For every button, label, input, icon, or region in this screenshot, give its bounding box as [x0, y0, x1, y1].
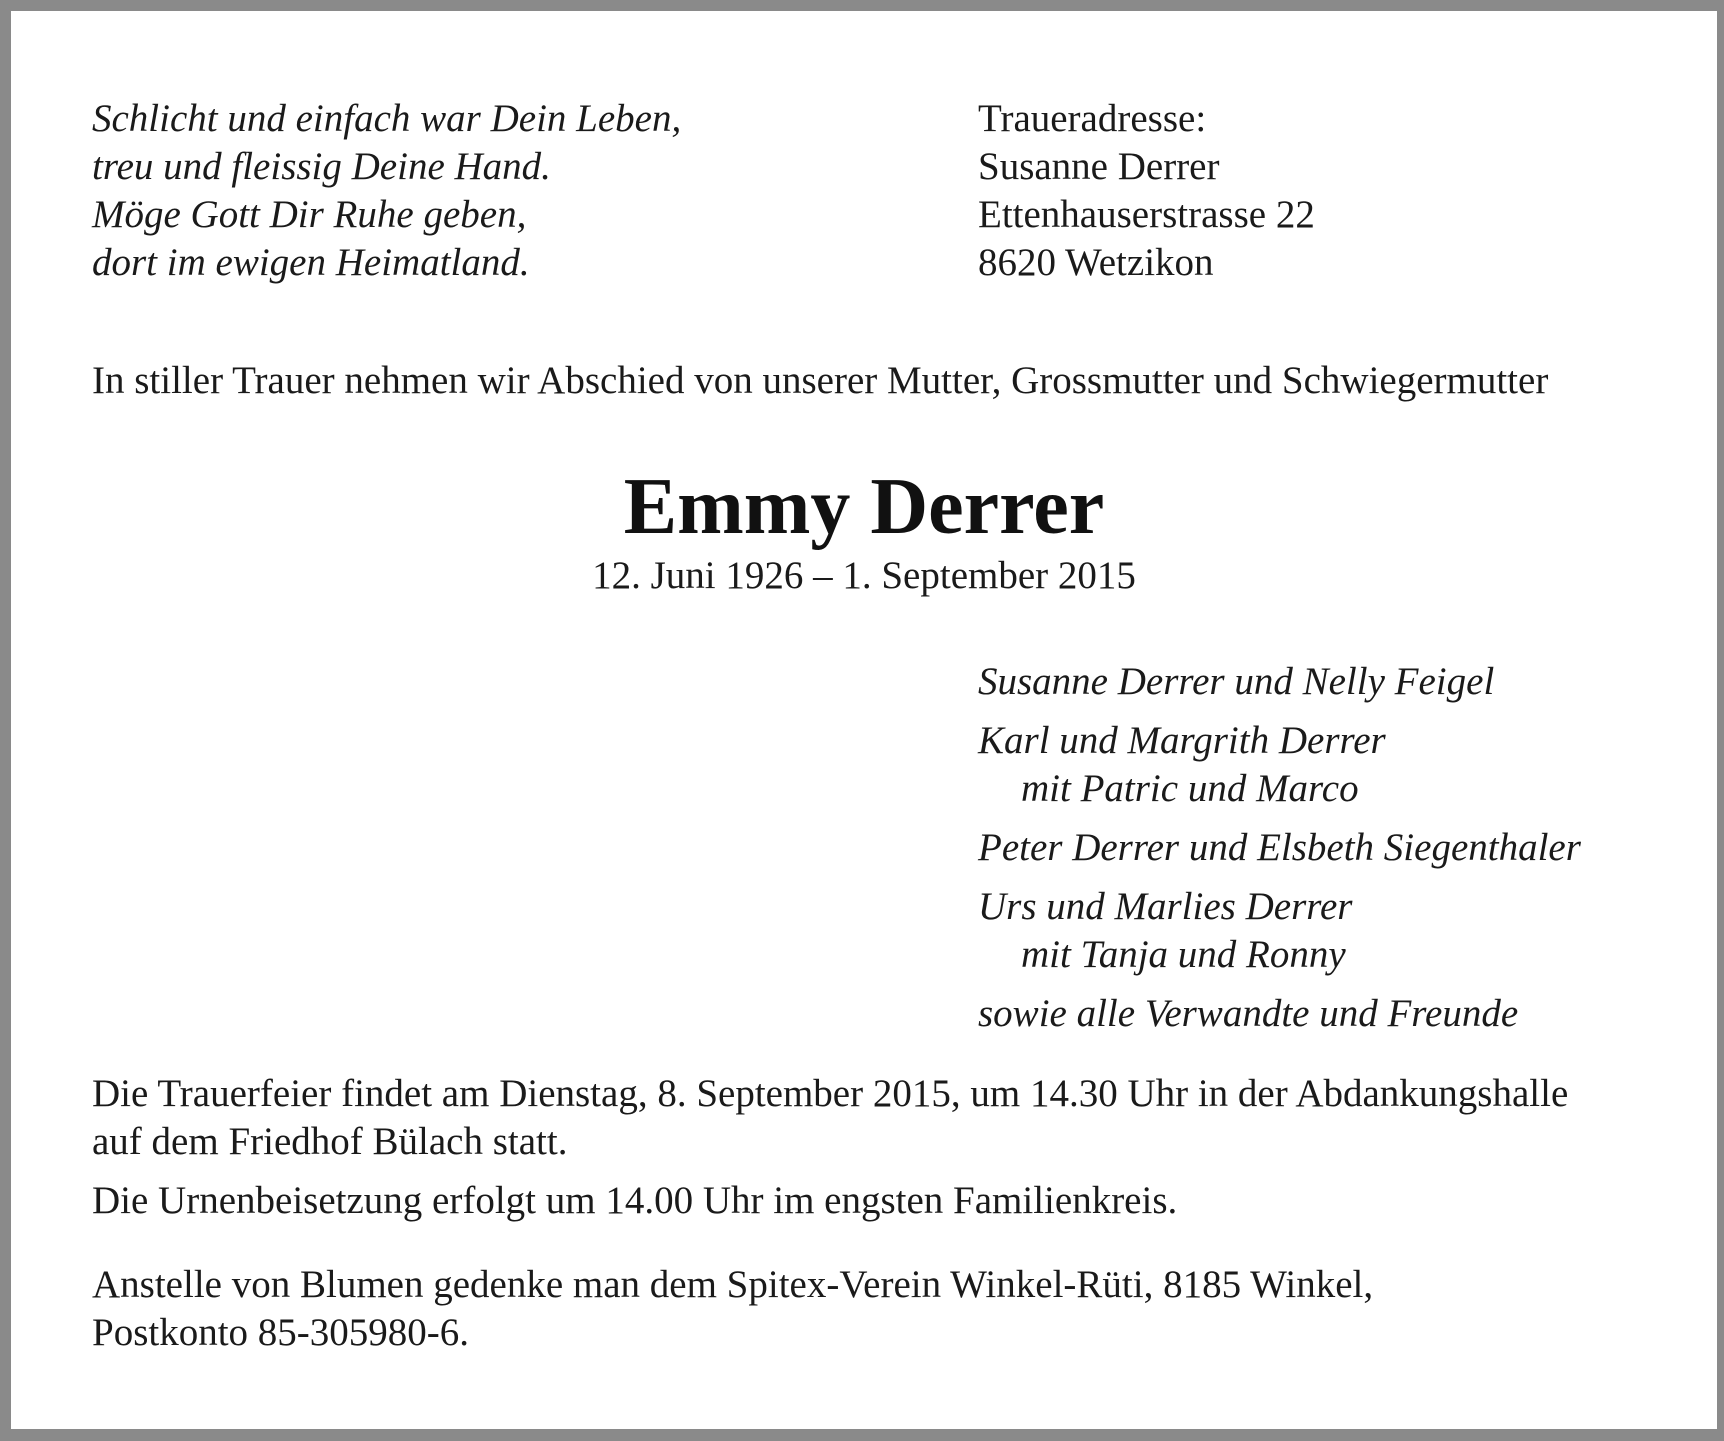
donation-notice — [92, 1261, 1373, 1357]
donation-line: Anstelle von Blumen gedenke man dem Spitex-Verein Winkel-Rüti, 8185 Winkel, — [92, 1263, 1374, 1306]
ceremony-notice — [92, 1070, 1568, 1166]
address-label: Traueradresse: — [978, 97, 1207, 140]
family-group — [978, 824, 1581, 872]
family-group — [978, 717, 1581, 813]
memorial-verse — [92, 95, 681, 287]
family-sub: mit Patric und Marco — [1021, 767, 1359, 810]
verse-line: Schlicht und einfach war Dein Leben, — [92, 97, 682, 140]
address-name: Susanne Derrer — [978, 145, 1220, 188]
ceremony-line: auf dem Friedhof Bülach statt. — [92, 1120, 568, 1163]
family-group — [978, 658, 1581, 706]
address-street: Ettenhauserstrasse 22 — [978, 193, 1315, 236]
donation-line: Postkonto 85-305980-6. — [92, 1311, 470, 1354]
verse-line: Möge Gott Dir Ruhe geben, — [92, 193, 527, 236]
obituary-notice — [11, 11, 1717, 1429]
family-list — [978, 658, 1581, 1049]
urn-notice: Die Urnenbeisetzung erfolgt um 14.00 Uhr im engsten Familienkreis. — [92, 1179, 1178, 1222]
family-main: Susanne Derrer und Nelly Feigel — [978, 660, 1495, 703]
deceased-name: Emmy Derrer — [623, 463, 1105, 551]
intro-text: In stiller Trauer nehmen wir Abschied von unserer Mutter, Grossmutter und Schwiegermutter — [92, 359, 1549, 402]
family-group — [978, 883, 1581, 979]
family-main: sowie alle Verwandte und Freunde — [978, 992, 1519, 1035]
family-sub: mit Tanja und Ronny — [1021, 933, 1346, 976]
verse-line: dort im ewigen Heimatland. — [92, 241, 530, 284]
ceremony-line: Die Trauerfeier findet am Dienstag, 8. September 2015, um 14.30 Uhr in der Abdankungshalle — [92, 1072, 1569, 1115]
mourning-address — [978, 95, 1315, 287]
family-main: Urs und Marlies Derrer — [978, 885, 1353, 928]
life-dates: 12. Juni 1926 – 1. September 2015 — [592, 554, 1136, 597]
family-group — [978, 990, 1581, 1038]
family-main: Peter Derrer und Elsbeth Siegenthaler — [978, 826, 1581, 869]
family-main: Karl und Margrith Derrer — [978, 719, 1386, 762]
address-city: 8620 Wetzikon — [978, 241, 1214, 284]
verse-line: treu und fleissig Deine Hand. — [92, 145, 551, 188]
